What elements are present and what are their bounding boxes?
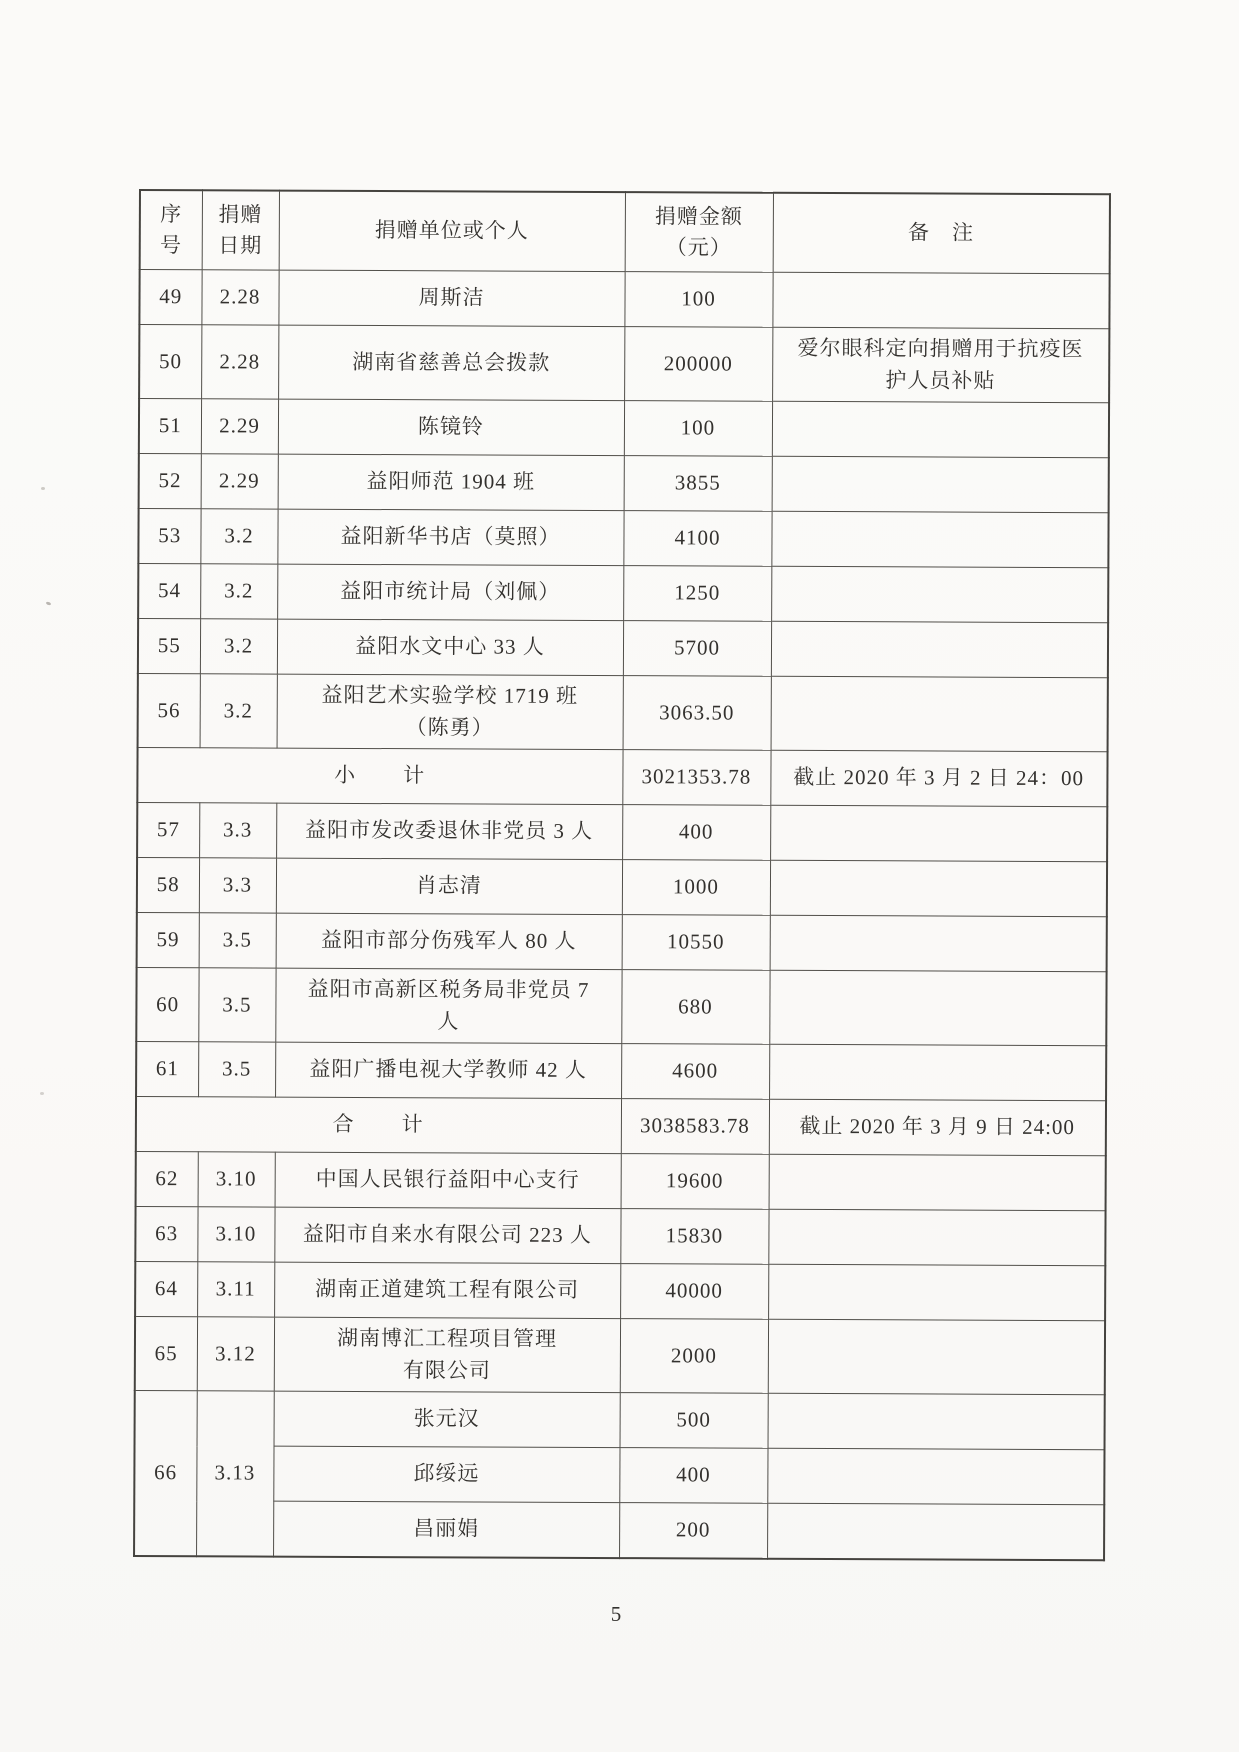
cell-amount: 2000 bbox=[620, 1319, 768, 1394]
cell-date: 3.10 bbox=[197, 1207, 274, 1262]
cell-amount: 15830 bbox=[620, 1209, 768, 1265]
cell-amount: 1000 bbox=[622, 860, 770, 916]
cell-remark bbox=[771, 566, 1108, 622]
cell-date: 3.10 bbox=[198, 1152, 275, 1207]
cell-date: 3.13 bbox=[196, 1391, 274, 1557]
page-number: 5 bbox=[610, 1602, 622, 1626]
cell-donor: 张元汉 bbox=[274, 1391, 620, 1448]
cell-date: 3.2 bbox=[200, 509, 277, 564]
cell-remark bbox=[769, 970, 1106, 1045]
table-row bbox=[138, 673, 1108, 751]
cell-no: 53 bbox=[138, 509, 200, 564]
cell-no: 61 bbox=[136, 1041, 198, 1096]
cell-amount: 100 bbox=[624, 401, 772, 457]
cell-remark: 截止 2020 年 3 月 2 日 24：00 bbox=[770, 750, 1107, 806]
table-row bbox=[139, 399, 1109, 458]
cell-no: 51 bbox=[139, 399, 201, 454]
cell-donor: 益阳师范 1904 班 bbox=[278, 454, 624, 511]
cell-no: 59 bbox=[137, 912, 199, 967]
cell-date: 3.2 bbox=[200, 619, 277, 674]
cell-amount: 100 bbox=[624, 272, 772, 328]
header-remark: 备 注 bbox=[773, 193, 1110, 274]
cell-donor: 益阳市统计局（刘佩） bbox=[277, 564, 623, 621]
cell-date: 3.2 bbox=[200, 564, 277, 619]
cell-summary-label: 合 计 bbox=[136, 1096, 621, 1153]
cell-no: 64 bbox=[135, 1261, 197, 1316]
cell-remark bbox=[772, 401, 1109, 457]
cell-donor: 益阳广播电视大学教师 42 人 bbox=[275, 1042, 621, 1099]
cell-date: 2.28 bbox=[201, 325, 278, 399]
cell-amount: 200 bbox=[619, 1503, 767, 1559]
cell-date: 2.28 bbox=[201, 270, 278, 325]
table-row bbox=[137, 802, 1107, 861]
table-row bbox=[135, 1390, 1105, 1449]
cell-amount: 4100 bbox=[623, 511, 771, 567]
cell-amount: 3855 bbox=[624, 456, 772, 512]
cell-donor: 邱绥远 bbox=[273, 1446, 619, 1503]
cell-donor: 益阳市高新区税务局非党员 7 人 bbox=[275, 968, 621, 1044]
cell-donor: 益阳市自来水有限公司 223 人 bbox=[274, 1207, 620, 1264]
cell-date: 3.12 bbox=[197, 1317, 274, 1391]
cell-amount: 400 bbox=[622, 805, 770, 861]
cell-no: 60 bbox=[136, 967, 198, 1041]
cell-remark bbox=[768, 1393, 1105, 1449]
cell-donor: 肖志清 bbox=[276, 858, 622, 915]
cell-remark bbox=[768, 1319, 1105, 1394]
summary-row bbox=[136, 1096, 1106, 1155]
cell-amount: 3021353.78 bbox=[622, 750, 770, 806]
cell-remark bbox=[771, 621, 1108, 677]
cell-date: 3.5 bbox=[199, 913, 276, 968]
cell-amount: 3038583.78 bbox=[621, 1099, 769, 1155]
table-row bbox=[138, 619, 1108, 678]
cell-remark bbox=[769, 1154, 1106, 1210]
header-no: 序 号 bbox=[140, 190, 202, 270]
cell-remark bbox=[770, 860, 1107, 916]
cell-no: 66 bbox=[134, 1390, 197, 1556]
table-row bbox=[138, 564, 1108, 623]
cell-no: 49 bbox=[139, 270, 201, 325]
cell-amount: 200000 bbox=[624, 327, 772, 402]
cell-remark bbox=[771, 511, 1108, 567]
cell-remark bbox=[767, 1503, 1104, 1560]
cell-donor: 中国人民银行益阳中心支行 bbox=[275, 1152, 621, 1209]
cell-no: 54 bbox=[138, 564, 200, 619]
cell-remark bbox=[769, 1044, 1106, 1100]
cell-remark bbox=[768, 1264, 1105, 1320]
cell-remark: 爱尔眼科定向捐赠用于抗疫医 护人员补贴 bbox=[772, 327, 1109, 402]
table-row bbox=[138, 509, 1108, 568]
cell-remark bbox=[767, 1448, 1104, 1504]
table-row bbox=[136, 1041, 1106, 1100]
table-row bbox=[134, 1445, 1104, 1504]
cell-amount: 10550 bbox=[622, 915, 770, 971]
donation-table bbox=[133, 189, 1111, 1561]
cell-date: 3.5 bbox=[198, 968, 275, 1042]
cell-no: 56 bbox=[138, 673, 200, 747]
cell-no: 62 bbox=[136, 1151, 198, 1206]
table-row bbox=[137, 857, 1107, 916]
cell-donor: 益阳新华书店（莫照） bbox=[277, 509, 623, 566]
cell-amount: 1250 bbox=[623, 566, 771, 622]
header-donor: 捐赠单位或个人 bbox=[279, 191, 625, 272]
cell-remark bbox=[768, 1209, 1105, 1265]
summary-row bbox=[137, 747, 1107, 806]
donation-table-wrapper bbox=[133, 189, 1111, 1561]
table-row bbox=[135, 1206, 1105, 1265]
cell-donor: 湖南正道建筑工程有限公司 bbox=[274, 1262, 620, 1319]
cell-date: 3.3 bbox=[199, 858, 276, 913]
table-row bbox=[134, 1500, 1104, 1560]
cell-donor: 昌丽娟 bbox=[273, 1501, 619, 1558]
table-row bbox=[139, 270, 1109, 329]
scan-speck bbox=[46, 601, 52, 606]
table-row bbox=[137, 912, 1107, 971]
cell-donor: 益阳艺术实验学校 1719 班 （陈勇） bbox=[277, 674, 623, 750]
scan-speck bbox=[40, 1092, 44, 1095]
cell-date: 2.29 bbox=[201, 454, 278, 509]
cell-no: 65 bbox=[135, 1316, 197, 1390]
table-row bbox=[135, 1316, 1105, 1394]
cell-remark bbox=[770, 805, 1107, 861]
cell-amount: 5700 bbox=[623, 621, 771, 677]
cell-date: 3.3 bbox=[199, 803, 276, 858]
header-amount: 捐赠金额 （元） bbox=[625, 192, 773, 272]
cell-amount: 500 bbox=[620, 1393, 768, 1449]
cell-remark: 截止 2020 年 3 月 9 日 24:00 bbox=[769, 1099, 1106, 1155]
header-date: 捐赠 日期 bbox=[202, 190, 279, 270]
cell-amount: 680 bbox=[621, 970, 769, 1045]
cell-no: 57 bbox=[137, 802, 199, 857]
cell-no: 52 bbox=[139, 454, 201, 509]
cell-donor: 陈镜铃 bbox=[278, 399, 624, 456]
cell-date: 3.11 bbox=[197, 1262, 274, 1317]
cell-amount: 40000 bbox=[620, 1264, 768, 1320]
cell-amount: 4600 bbox=[621, 1044, 769, 1100]
cell-amount: 3063.50 bbox=[623, 676, 771, 751]
cell-donor: 湖南博汇工程项目管理 有限公司 bbox=[274, 1317, 620, 1393]
cell-remark bbox=[772, 272, 1109, 328]
table-header-row bbox=[140, 190, 1110, 274]
cell-date: 3.2 bbox=[200, 674, 277, 748]
cell-date: 3.5 bbox=[198, 1042, 275, 1097]
cell-donor: 益阳市发改委退休非党员 3 人 bbox=[276, 803, 622, 860]
cell-summary-label: 小 计 bbox=[137, 747, 622, 804]
cell-no: 55 bbox=[138, 619, 200, 674]
scan-speck bbox=[41, 487, 45, 490]
cell-donor: 湖南省慈善总会拨款 bbox=[278, 325, 624, 401]
table-row bbox=[136, 967, 1106, 1045]
cell-donor: 益阳水文中心 33 人 bbox=[277, 619, 623, 676]
cell-donor: 周斯洁 bbox=[278, 270, 624, 327]
cell-no: 50 bbox=[139, 325, 201, 399]
cell-date: 2.29 bbox=[201, 399, 278, 454]
cell-remark bbox=[770, 915, 1107, 971]
cell-donor: 益阳市部分伤残军人 80 人 bbox=[276, 913, 622, 970]
cell-no: 58 bbox=[137, 857, 199, 912]
table-row bbox=[135, 1261, 1105, 1320]
cell-no: 63 bbox=[135, 1206, 197, 1261]
table-row bbox=[136, 1151, 1106, 1210]
table-row bbox=[139, 454, 1109, 513]
cell-remark bbox=[771, 676, 1108, 751]
donation-table-body bbox=[134, 270, 1110, 1561]
cell-remark bbox=[772, 456, 1109, 512]
table-row bbox=[139, 325, 1109, 403]
cell-amount: 19600 bbox=[621, 1154, 769, 1210]
cell-amount: 400 bbox=[619, 1448, 767, 1504]
